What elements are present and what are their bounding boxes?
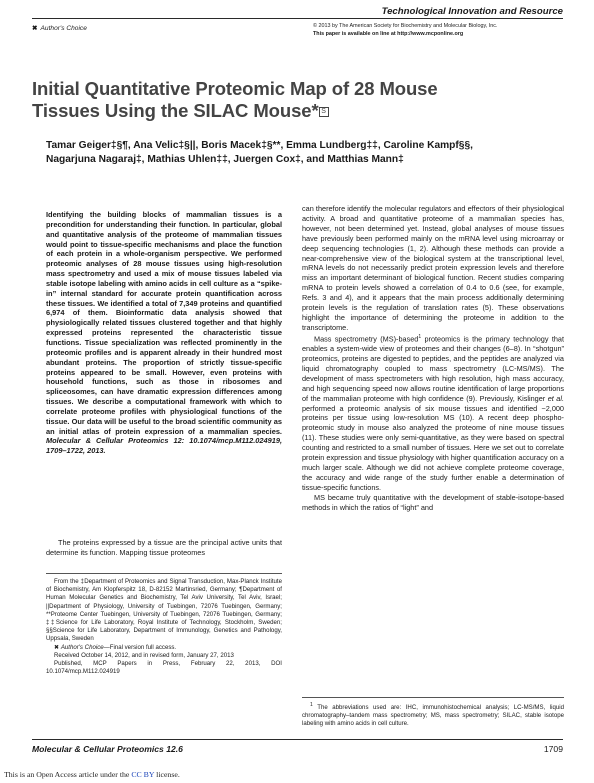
body-paragraph: MS became truly quantitative with the development of stable-isotope-based methods in which the ratios of “light” and [302,492,564,512]
footnote-ref[interactable]: 1 [418,333,422,340]
open-access-prefix: This is an Open Access article under the [4,770,132,779]
footer-rule [32,739,563,740]
body-text: Mass spectrometry (MS)-based [314,334,419,344]
body-text-italic: et al. [547,393,564,403]
authors-choice-note-label: Author's Choice [60,643,104,651]
author-list: Tamar Geiger‡§¶, Ana Velic‡§||, Boris Macek‡§**, Emma Lundberg‡‡, Caroline Kampf§§, Nagarjuna Nagaraj‡, Mathias Uhlen‡‡, Juergen Cox‡, and Matthias Mann‡ [46,140,473,165]
published-info: Published, MCP Papers in Press, February 22, 2013, DOI 10.1074/mcp.M112.024919 [46,660,282,676]
received-date: Received October 14, 2012, and in revised form, January 27, 2013 [54,651,234,659]
abbreviations-footnote [302,701,564,729]
body-text: proteomics is the primary technology that enables a system-wide view of proteomes and their changes (6–8). In “shotgun” proteomics, proteins are digested to peptides, and the peptides are analyzed via liquid chromatography coupled to mass spectrometry (LC-MS/MS). The development of mass spectrometers with high resolution, high mass accuracy, and high sequencing speed now allows routine identification of large proportions of the mammalian proteome with high confidence (9). Previously, Kislinger [302,334,564,403]
authors-choice-label [32,24,87,32]
authors-choice-note-text: —Final version full access. [103,643,177,651]
abstract-text: Identifying the building blocks of mammalian tissues is a precondition for understanding their function. In particular, global and quantitative analysis of the proteome of mammalian tissues would point to tissue-specific mechanisms and place the function of each protein in a whole-organism perspective. We performed proteomic analyses of 28 mouse tissues using high-resolution mass spectrometry and used a mix of mouse tissues labeled via stable isotope labeling with amino acids in cell culture as a “spike-in” internal standard for accurate protein quantification across these tissues. We identified a total of 7,349 proteins and quantified 6,974 of them. Bioinformatic data analysis showed that physiologically related tissues clustered together and that highly expressed proteins represented the characteristic tissue functions. Tissue specialization was reflected prominently in the proteomic profiles and is apparent already in their hundred most abundant proteins. The proportion of strictly tissue-specific proteins appeared to be small. However, even proteins with household functions, such as those in ribosomes and spliceosomes, can have dramatic expression differences among tissues. We describe a computational framework with which to correlate proteome profiles with physiological functions of the tissue. Our data will be useful to the broad scientific community as an initial atlas of protein expression of a mammalian species. [46,210,282,436]
intro-left-column [46,538,282,558]
open-access-notice [4,770,180,779]
supplemental-material-icon[interactable]: S [319,107,329,117]
footnote-mark: 1 [310,702,313,708]
authors-choice-text: Author's Choice [40,25,87,32]
x-mark-icon: ✖ [54,643,61,651]
footnote-rule [302,697,564,698]
page-number: 1709 [543,744,563,754]
body-paragraph [302,333,564,493]
article-title [32,78,502,122]
open-access-suffix: license. [154,770,180,779]
header-rule [32,18,563,19]
body-paragraph: can therefore identify the molecular regulators and effectors of their physiological activity. A broad and quantitative proteome of a mammalian species has, however, not been determined yet. Instead, global analyses of mouse tissues have previously been performed mainly on the mRNA level using microarray or deep sequencing technologies (1, 2). Although these methods can provide a near-comprehensive view of the biological system at the transcriptional level, mRNA levels do not necessarily predict protein expression levels and therefore miss an important determinant of biological function. Recent studies comparing mRNA to protein levels showed a correlation of 0.4 to 0.6 (see, for example, Refs. 3 and 4), and it appears that the main process additionally determining protein levels is the regulation of translation rates (5). These observations highlight the importance of determining the proteome in addition to the transcriptome. [302,204,564,332]
license-link[interactable]: CC BY [131,770,155,779]
abstract-citation: Molecular & Cellular Proteomics 12: 10.1074/mcp.M112.024919, 1709–1722, 2013. [46,436,282,456]
intro-paragraph: The proteins expressed by a tissue are the principal active units that determine its function. Mapping tissue proteomes [46,538,282,557]
footnote-text: The abbreviations used are: IHC, immunohistochemical analysis; LC-MS/MS, liquid chromatography–tandem mass spectrometry; MS, mass spectrometry; SILAC, stable isotope labeling with amino acids in cell culture. [302,704,564,728]
x-mark-icon: ✖ [32,25,38,32]
journal-name: Molecular & Cellular Proteomics 12.6 [32,744,183,754]
copyright-line: © 2013 by The American Society for Biochemistry and Molecular Biology, Inc. [313,23,498,29]
body-text: performed a proteomic analysis of six mouse tissues and identified ~2,000 proteins per tissue using low-resolution MS (10). A recent deep phospho-proteomic study in mouse also analyzed the proteome of nine mouse tissues (11). These studies were only semi-quantitative, as they were based on spectral counting and restricted to a small number of tissues. Here we set out to correlate protein expression and tissue physiology with higher quantification accuracy on a much larger scale. Although we did not achieve complete proteome coverage, the accuracy and wide range of the study further enable a determination of tissue-specific functions. [302,403,564,492]
right-column [302,204,564,513]
title-text: Initial Quantitative Proteomic Map of 28 Mouse Tissues Using the SILAC Mouse* [32,78,438,121]
affiliations [46,578,282,676]
authors-choice-note [46,644,282,652]
copyright-block [313,22,563,38]
section-label: Technological Innovation and Resource [381,6,563,17]
affiliation-text: From the ‡Department of Proteomics and Signal Transduction, Max-Planck Institute of Biochemistry, Am Klopferspitz 18, D-82152 Martinsried, Germany; ¶Department of Human Molecular Genetics and Biochemistry, Tel Aviv University, Tel Aviv, Israel; ||Department of Physiology, University of Tuebingen, 72076 Tuebingen, Germany; **Proteome Center Tuebingen, University of Tuebingen, 72076 Tuebingen, Germany; ‡‡Science for Life Laboratory, Royal Institute of Technology, Stockholm, Sweden; §§Science for Life Laboratory, Department of Immunology, Genetics and Pathology, Uppsala, Sweden [46,578,282,643]
abstract [46,210,282,456]
availability-line: This paper is available on line at http://www.mcponline.org [313,31,464,37]
affiliation-rule [46,573,282,574]
